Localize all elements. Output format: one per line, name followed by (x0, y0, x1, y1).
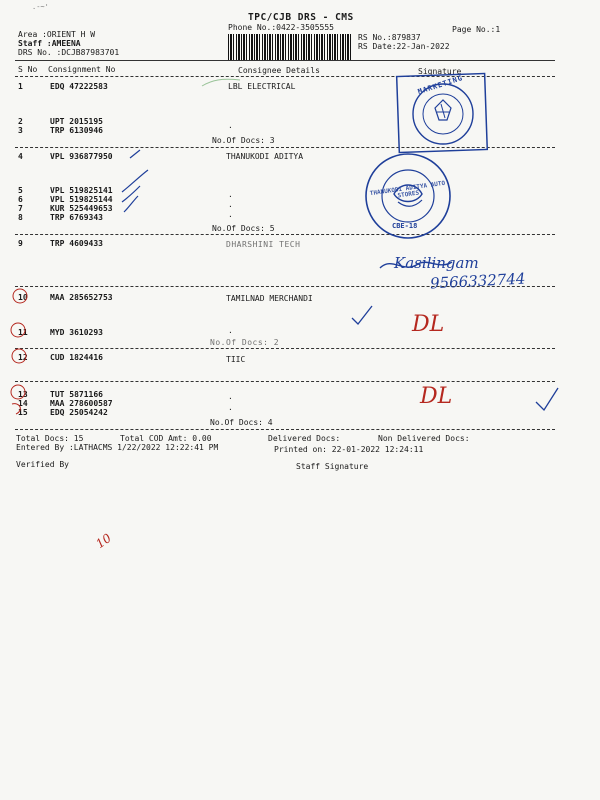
consignment-number: VPL 519825144 (50, 195, 113, 204)
row-sno: 8 (18, 213, 23, 222)
rs-number: RS No.:879837 (358, 33, 421, 42)
consignment-number: EDQ 25054242 (50, 408, 108, 417)
row-sno: 7 (18, 204, 23, 213)
row-sno: 5 (18, 186, 23, 195)
col-consignee: Consignee Details (238, 66, 320, 75)
row-sno: 12 (18, 353, 28, 362)
row-sno: 9 (18, 239, 23, 248)
row-sno: 2 (18, 117, 23, 126)
phone-number: Phone No.:0422-3505555 (228, 23, 334, 32)
consignment-number: VPL 519825141 (50, 186, 113, 195)
entered-by: Entered By :LATHACMS 1/22/2022 12:22:41 PM (16, 443, 219, 452)
row-sno: 4 (18, 152, 23, 161)
delivered-docs: Delivered Docs: (268, 434, 341, 443)
row-sno: 3 (18, 126, 23, 135)
row-sno: 10 (18, 293, 28, 302)
consignment-number: VPL 936877950 (50, 152, 113, 161)
page-count-mark: 10 (93, 530, 114, 552)
drs-number: DRS No. :DCJB87983701 (18, 48, 120, 57)
docs-count: No.Of Docs: 3 (212, 136, 275, 145)
consignment-number: TRP 4609433 (50, 239, 103, 248)
consignment-number: MAA 278600587 (50, 399, 113, 408)
col-sno: S No (18, 65, 38, 74)
col-signature: Signature (418, 67, 462, 76)
stamp-text: MARKETING (416, 73, 465, 97)
docs-count: No.Of Docs: 5 (212, 224, 275, 233)
handwritten-phone: 9566332744 (429, 269, 526, 293)
consignment-number: TUT 5871166 (50, 390, 103, 399)
consignee-name: TIIC (226, 355, 246, 364)
corner-mark: .-~' (32, 3, 49, 11)
dot-marker: . (228, 326, 233, 335)
non-delivered-docs: Non Delivered Docs: (378, 434, 470, 443)
consignment-number: UPT 2015195 (50, 117, 103, 126)
consignment-number: EDQ 47222583 (50, 82, 108, 91)
rs-date: RS Date:22-Jan-2022 (358, 42, 450, 51)
consignee-name: DHARSHINI TECH (226, 240, 301, 249)
consignment-number: KUR 525449653 (50, 204, 113, 213)
row-sno: 11 (18, 328, 28, 337)
total-docs: Total Docs: 15 (16, 434, 84, 443)
dot-marker: . (228, 403, 233, 412)
printed-on: Printed on: 22-01-2022 12:24:11 (274, 445, 424, 454)
dot-marker: . (228, 210, 233, 219)
verified-by: Verified By (16, 460, 69, 469)
row-sno: 14 (18, 399, 28, 408)
consignee-name: THANUKODI ADITYA (226, 152, 304, 161)
area-field: Area :ORIENT H W (18, 30, 96, 39)
consignee-name: TAMILNAD MERCHANDI (226, 294, 313, 303)
consignment-number: TRP 6130946 (50, 126, 103, 135)
col-consignment: Consignment No (48, 65, 116, 74)
document-title: TPC/CJB DRS - CMS (248, 12, 354, 23)
consignee-name: LBL ELECTRICAL (228, 82, 296, 91)
docs-count: No.Of Docs: 4 (210, 418, 273, 427)
dot-marker: . (228, 200, 233, 209)
row-sno: 1 (18, 82, 23, 91)
dl-mark: DL (420, 384, 453, 409)
row-sno: 15 (18, 408, 28, 417)
page-number: Page No.:1 (452, 25, 501, 34)
docs-count: No.Of Docs: 2 (210, 338, 280, 347)
dot-marker: . (228, 190, 233, 199)
row-sno: 6 (18, 195, 23, 204)
stamp-text: THANUKODI ADITYA AUTO STORES (369, 179, 446, 200)
stamp-pin: CBE-18 (392, 222, 418, 230)
consignment-number: CUD 1824416 (50, 353, 103, 362)
consignment-number: MAA 285652753 (50, 293, 113, 302)
consignment-number: MYD 3610293 (50, 328, 103, 337)
dot-marker: . (228, 392, 233, 401)
row-sno: 13 (18, 390, 28, 399)
total-cod: Total COD Amt: 0.00 (120, 434, 212, 443)
dot-marker: . (228, 121, 233, 130)
staff-signature-label: Staff Signature (296, 462, 369, 471)
handwritten-name: Kasilingam (394, 254, 479, 272)
consignment-number: TRP 6769343 (50, 213, 103, 222)
dl-mark: DL (412, 312, 445, 337)
staff-field: Staff :AMEENA (18, 39, 81, 48)
